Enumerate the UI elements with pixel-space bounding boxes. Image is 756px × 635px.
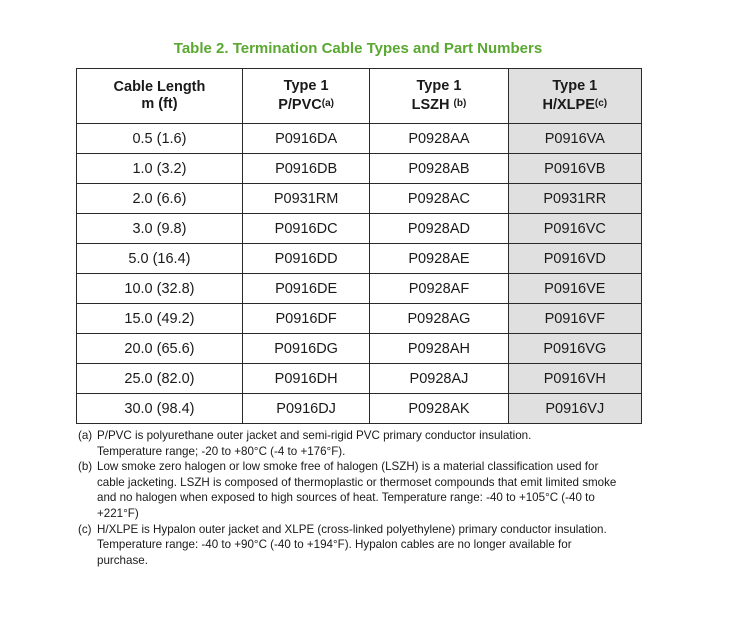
table-row xyxy=(77,364,642,394)
header-line2: m (ft) xyxy=(141,96,178,112)
cell-lszh: P0928AK xyxy=(370,394,508,424)
table-row xyxy=(77,394,642,424)
cell-hxlpe: P0916VF xyxy=(508,304,641,334)
cell-ppvc: P0916DD xyxy=(242,244,369,274)
footnote xyxy=(78,459,648,521)
cell-hxlpe: P0931RR xyxy=(508,184,641,214)
cell-ppvc: P0916DG xyxy=(242,334,369,364)
footnote-line: H/XLPE is Hypalon outer jacket and XLPE (cross-linked polyethylene) primary conductor insulation. xyxy=(97,522,607,536)
cell-ppvc: P0916DH xyxy=(242,364,369,394)
cell-ppvc: P0916DF xyxy=(242,304,369,334)
cable-table xyxy=(76,68,642,424)
cell-ppvc: P0916DB xyxy=(242,154,369,184)
cell-cable-length: 3.0 (9.8) xyxy=(77,214,243,244)
footnote-line: +221°F) xyxy=(97,506,139,520)
header-lszh xyxy=(370,69,508,124)
header-line1: Type 1 xyxy=(416,78,462,94)
cell-cable-length: 1.0 (3.2) xyxy=(77,154,243,184)
table-row xyxy=(77,304,642,334)
footnote-line: purchase. xyxy=(97,553,148,567)
header-line2: LSZH xyxy=(411,97,454,113)
cell-cable-length: 2.0 (6.6) xyxy=(77,184,243,214)
footnote-label: (b) xyxy=(78,460,93,474)
cell-lszh: P0928AA xyxy=(370,124,508,154)
table-row xyxy=(77,214,642,244)
table-row xyxy=(77,274,642,304)
cell-ppvc: P0916DE xyxy=(242,274,369,304)
cell-cable-length: 20.0 (65.6) xyxy=(77,334,243,364)
cell-hxlpe: P0916VG xyxy=(508,334,641,364)
cell-cable-length: 30.0 (98.4) xyxy=(77,394,243,424)
footnote-text xyxy=(97,459,648,521)
cell-lszh: P0928AG xyxy=(370,304,508,334)
footnote-line: cable jacketing. LSZH is composed of thermoplastic or thermoset compounds that emit limited smoke xyxy=(97,475,617,489)
cell-hxlpe: P0916VE xyxy=(508,274,641,304)
cell-hxlpe: P0916VH xyxy=(508,364,641,394)
cell-lszh: P0928AC xyxy=(370,184,508,214)
cell-cable-length: 0.5 (1.6) xyxy=(77,124,243,154)
cell-lszh: P0928AB xyxy=(370,154,508,184)
cell-lszh: P0928AE xyxy=(370,244,508,274)
table-row xyxy=(77,244,642,274)
cell-ppvc: P0931RM xyxy=(242,184,369,214)
cell-cable-length: 10.0 (32.8) xyxy=(77,274,243,304)
cell-lszh: P0928AF xyxy=(370,274,508,304)
cell-ppvc: P0916DA xyxy=(242,124,369,154)
cell-hxlpe: P0916VD xyxy=(508,244,641,274)
cell-hxlpe: P0916VB xyxy=(508,154,641,184)
header-line2: P/PVC xyxy=(278,97,322,113)
header-cable-length xyxy=(77,69,243,124)
cell-cable-length: 25.0 (82.0) xyxy=(77,364,243,394)
footnote-label: (c) xyxy=(78,522,92,536)
header-row xyxy=(77,69,642,124)
table-row xyxy=(77,334,642,364)
table-row xyxy=(77,124,642,154)
header-hxlpe xyxy=(508,69,641,124)
cell-lszh: P0928AD xyxy=(370,214,508,244)
table-title: Table 2. Termination Cable Types and Part Numbers xyxy=(173,40,543,57)
footnote-ref: (c) xyxy=(594,98,608,109)
footnote-line: P/PVC is polyurethane outer jacket and semi-rigid PVC primary conductor insulation. xyxy=(97,429,532,442)
footnotes xyxy=(78,428,648,568)
footnote-ref: (b) xyxy=(453,98,467,109)
footnote-line: Low smoke zero halogen or low smoke free of halogen (LSZH) is a material classification used for xyxy=(97,460,599,474)
cell-hxlpe: P0916VJ xyxy=(508,394,641,424)
cell-cable-length: 15.0 (49.2) xyxy=(77,304,243,334)
cell-lszh: P0928AJ xyxy=(370,364,508,394)
header-line1: Cable Length xyxy=(113,79,206,95)
footnote-line: Temperature range: -40 to +90°C (-40 to +194°F). Hypalon cables are no longer available for xyxy=(97,538,572,552)
footnote-text xyxy=(97,522,648,569)
table-row xyxy=(77,184,642,214)
cell-cable-length: 5.0 (16.4) xyxy=(77,244,243,274)
footnote xyxy=(78,522,648,569)
footnote xyxy=(78,428,648,459)
header-ppvc xyxy=(242,69,369,124)
header-line1: Type 1 xyxy=(283,78,329,94)
cell-ppvc: P0916DJ xyxy=(242,394,369,424)
footnote-line: and no halogen when exposed to high sources of heat. Temperature range: -40 to +105°C (-40 to xyxy=(97,491,595,505)
header-line1: Type 1 xyxy=(552,78,598,94)
cell-hxlpe: P0916VA xyxy=(508,124,641,154)
table-row xyxy=(77,154,642,184)
footnote-text xyxy=(97,428,648,459)
cell-lszh: P0928AH xyxy=(370,334,508,364)
cell-hxlpe: P0916VC xyxy=(508,214,641,244)
footnote-line: Temperature range; -20 to +80°C (-4 to +176°F). xyxy=(97,444,346,458)
footnote-ref: (a) xyxy=(321,98,334,109)
footnote-label: (a) xyxy=(78,429,93,442)
header-line2: H/XLPE xyxy=(542,97,595,113)
cell-ppvc: P0916DC xyxy=(242,214,369,244)
